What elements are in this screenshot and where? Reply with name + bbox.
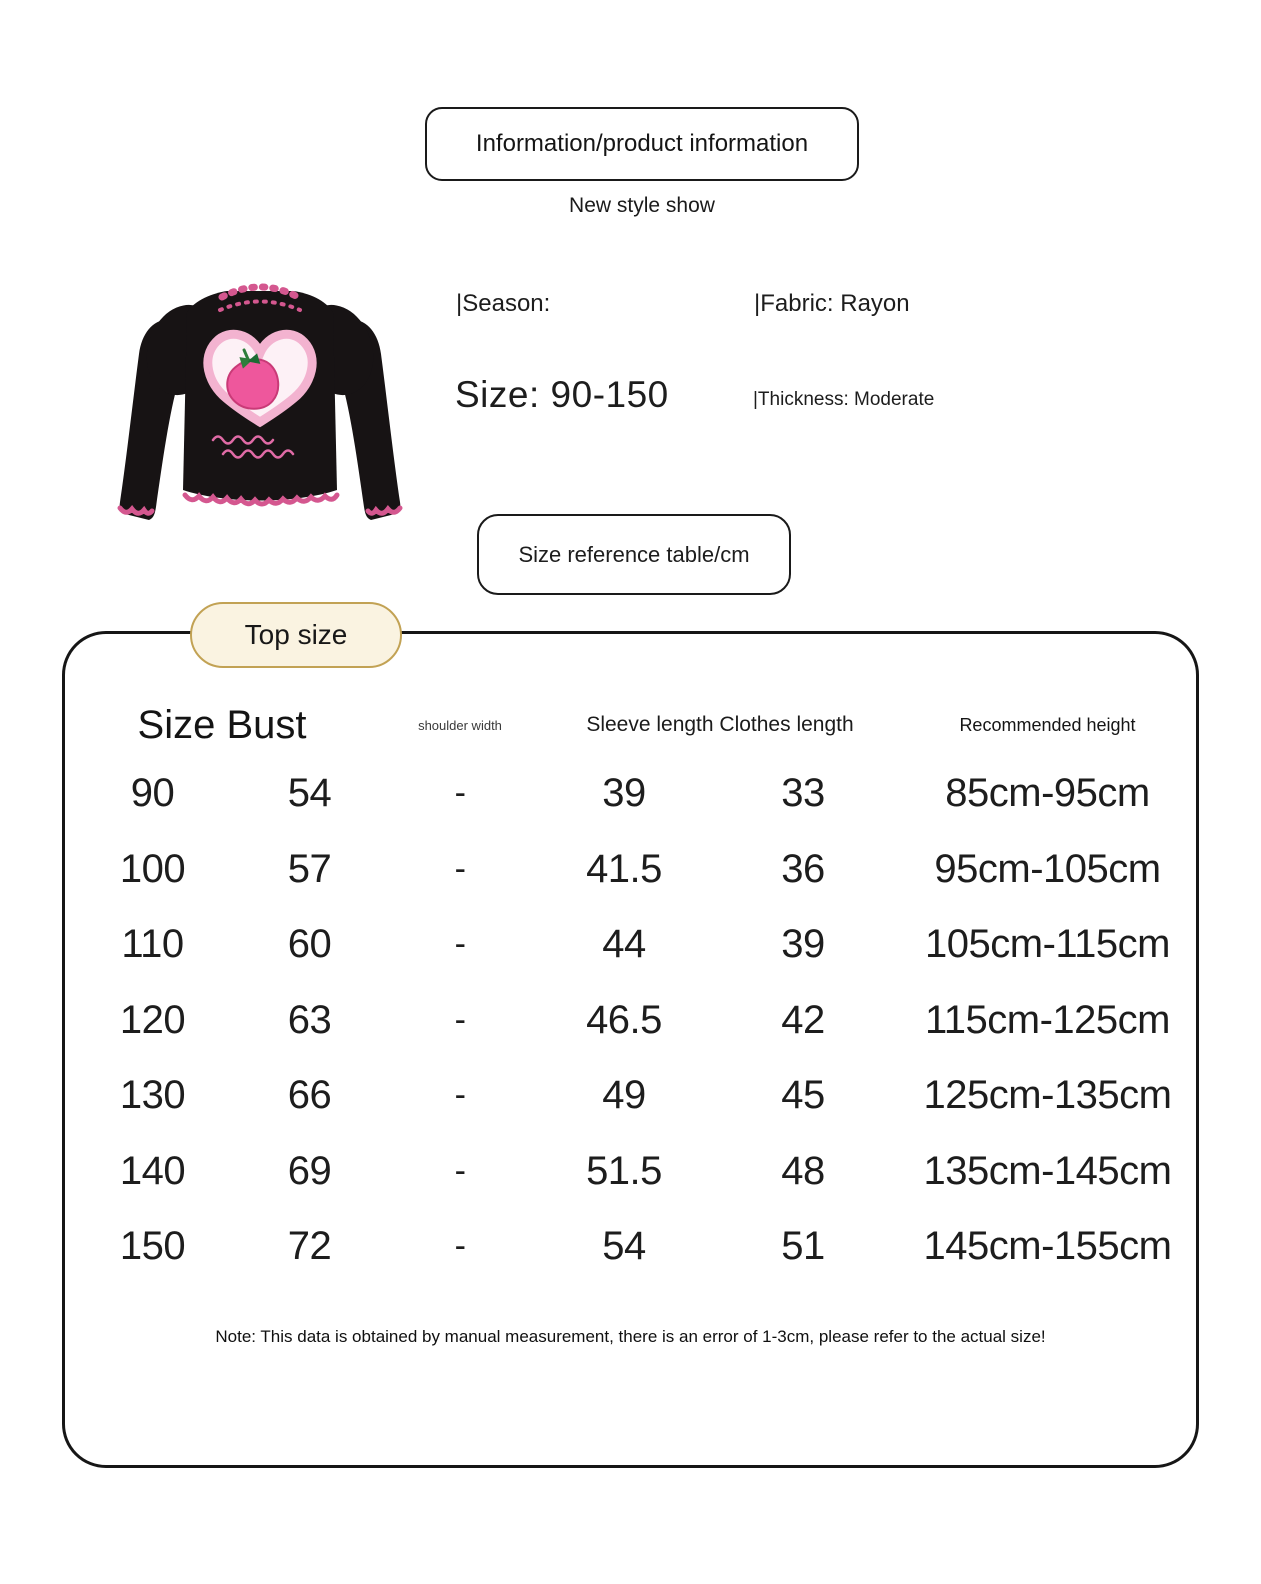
- cell-size: 100: [119, 846, 186, 891]
- cell-bust: 66: [287, 1073, 332, 1118]
- header-size-bust: Size Bust: [137, 702, 307, 747]
- cell-sleeve: 46.5: [586, 997, 662, 1042]
- cell-sleeve: 41.5: [586, 846, 662, 891]
- table-row: [65, 1134, 1196, 1210]
- cell-clothes: 33: [781, 771, 825, 816]
- cell-sleeve: 39: [602, 771, 646, 816]
- cell-bust: 69: [287, 1148, 332, 1193]
- section-title-button[interactable]: Information/product information: [425, 107, 859, 181]
- header-sleeve-clothes-length: Sleeve length Clothes length: [586, 713, 854, 736]
- cell-shoulder: -: [454, 774, 466, 813]
- cell-sleeve: 49: [602, 1073, 646, 1118]
- header-shoulder-width: shoulder width: [418, 717, 502, 733]
- fabric-label: |Fabric: Rayon: [754, 290, 910, 317]
- cell-shoulder: -: [454, 1227, 466, 1266]
- cell-height: 115cm-125cm: [925, 997, 1170, 1042]
- cell-height: 125cm-135cm: [923, 1073, 1172, 1118]
- cell-height: 135cm-145cm: [923, 1148, 1172, 1193]
- thickness-label: |Thickness: Moderate: [753, 389, 935, 410]
- cell-clothes: 48: [781, 1148, 825, 1193]
- cell-shoulder: -: [454, 1000, 466, 1039]
- cell-sleeve: 51.5: [586, 1148, 662, 1193]
- table-row: [65, 756, 1196, 832]
- table-row: [65, 1209, 1196, 1285]
- cell-bust: 57: [287, 846, 332, 891]
- table-row: [65, 907, 1196, 983]
- subtitle: New style show: [569, 194, 715, 217]
- cell-sleeve: 54: [602, 1224, 646, 1269]
- size-table-container: [62, 631, 1199, 1468]
- table-row: [65, 832, 1196, 908]
- cell-clothes: 36: [781, 846, 825, 891]
- cell-shoulder: -: [454, 925, 466, 964]
- size-reference-button[interactable]: Size reference table/cm: [477, 514, 791, 595]
- table-row: [65, 983, 1196, 1059]
- cell-size: 130: [119, 1073, 186, 1118]
- cell-bust: 63: [287, 997, 332, 1042]
- size-table-header-row: [65, 694, 1196, 756]
- cell-bust: 60: [287, 922, 332, 967]
- cell-height: 95cm-105cm: [934, 846, 1161, 891]
- cell-clothes: 51: [781, 1224, 825, 1269]
- cell-size: 150: [119, 1224, 186, 1269]
- cell-shoulder: -: [454, 849, 466, 888]
- top-size-badge: Top size: [190, 602, 402, 668]
- cell-shoulder: -: [454, 1076, 466, 1115]
- header-recommended-height: Recommended height: [959, 714, 1136, 735]
- cell-size: 140: [119, 1148, 186, 1193]
- table-row: [65, 1058, 1196, 1134]
- cell-bust: 54: [287, 771, 332, 816]
- measurement-note: Note: This data is obtained by manual measurement, there is an error of 1-3cm, please refer to the actual size!: [215, 1326, 1046, 1346]
- cell-clothes: 42: [781, 997, 825, 1042]
- cell-size: 120: [119, 997, 186, 1042]
- cell-clothes: 45: [781, 1073, 825, 1118]
- cell-height: 145cm-155cm: [923, 1224, 1172, 1269]
- product-image: [95, 250, 425, 540]
- cell-height: 105cm-115cm: [925, 922, 1170, 967]
- cell-sleeve: 44: [602, 922, 646, 967]
- cell-shoulder: -: [454, 1151, 466, 1190]
- cell-size: 90: [130, 771, 175, 816]
- cell-size: 110: [121, 922, 184, 967]
- season-label: |Season:: [456, 290, 551, 317]
- cell-height: 85cm-95cm: [945, 771, 1150, 816]
- cell-clothes: 39: [781, 922, 825, 967]
- cell-bust: 72: [287, 1224, 332, 1269]
- size-range-label: Size: 90-150: [455, 374, 669, 415]
